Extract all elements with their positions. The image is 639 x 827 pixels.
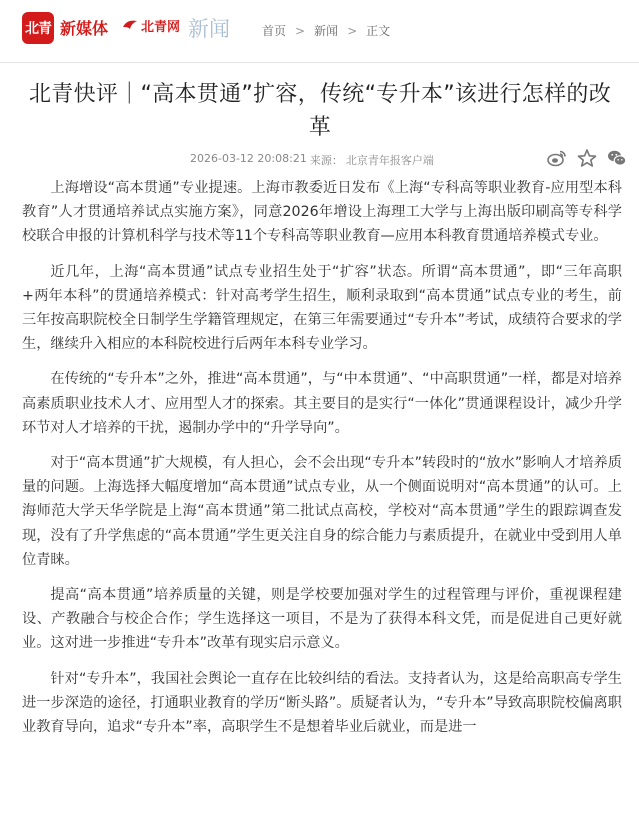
wechat-icon[interactable]: [607, 149, 627, 167]
source-name: 北京青年报客户端: [345, 154, 434, 167]
bq-logo-icon[interactable]: 北青: [22, 12, 54, 44]
ynet-logo[interactable]: [122, 16, 180, 35]
breadcrumb-current: 正文: [366, 24, 391, 38]
paragraph: 上海增设“高本贯通”专业提速。上海市教委近日发布《上海“专科高等职业教育-应用型本科教育”人才贯通培养试点实施方案》，同意2026年增设上海理工大学与上海出版印刷高等专科学校联合申报的计算机科学与技术等11个专科高等职业教育—应用本科教育贯通培养模式专业。: [22, 180, 622, 245]
paragraph: 针对“专升本”，我国社会舆论一直存在比较纠结的看法。支持者认为，这是给高职高专学生进一步深造的途径，打通职业教育的学历“断头路”。质疑者认为，“专升本”导致高职院校偏离职业教育导向，追求“专升本”率，高职学生不是想着毕业后就业，而是进一: [22, 670, 622, 736]
paragraph: 提高“高本贯通”培养质量的关键，则是学校要加强对学生的过程管理与评价，重视课程建设、产教融合与校企合作；学生选择这一项目，不是为了获得本科文凭，而是促进自己更好就业。这对进一步推进“专升本”改革有现实启示意义。: [22, 587, 622, 652]
share-bar: [547, 149, 627, 167]
paragraph: 对于“高本贯通”扩大规模，有人担心，会不会出现“专升本”转段时的“放水”影响人才培养质量的问题。上海选择大幅度增加“高本贯通”试点专业，从一个侧面说明对“高本贯通”的认可。上海师范大学天华学院是上海“高本贯通”第二批试点高校，学校对“高本贯通”学生的跟踪调查发现，没有了升学焦虑的“高本贯通”学生更关注自身的综合能力与素质提升，在就业中受到用人单位青睐。: [22, 455, 622, 568]
star-icon[interactable]: [577, 149, 597, 167]
article-body: [22, 176, 622, 750]
breadcrumb-separator: >: [295, 23, 306, 38]
site-header: [0, 0, 639, 63]
article-meta: [190, 152, 434, 168]
breadcrumb-news[interactable]: 新闻: [314, 24, 339, 38]
paragraph: 近几年，上海“高本贯通”试点专业招生处于“扩容”状态。所谓“高本贯通”，即“三年高职+两年本科”的贯通培养模式：针对高考学生招生，顺利录取到“高本贯通”试点专业的考生，前三年按高职院校全日制学生学籍管理规定，在第三年需要通过“专升本”考试，成绩符合要求的学生，继续升入相应的本科院校进行后两年本科专业学习。: [22, 263, 622, 353]
publish-date: 2026-03-12 20:08:21: [190, 152, 307, 165]
breadcrumb-separator: >: [347, 23, 358, 38]
ynet-logo-text: 北青网: [141, 20, 181, 35]
breadcrumb: [262, 22, 390, 39]
breadcrumb-home[interactable]: 首页: [262, 24, 287, 38]
new-media-logo-text[interactable]: 新媒体: [60, 19, 109, 38]
ynet-bird-icon: [122, 19, 138, 33]
paragraph: 在传统的“专升本”之外，推进“高本贯通”，与“中本贯通”、“中高职贯通”一样，都是对培养高素质职业技术人才、应用型人才的探索。其主要目的是实行“一体化”贯通课程设计，减少升学环节对人才培养的干扰，遏制办学中的“升学导向”。: [22, 371, 622, 436]
section-title[interactable]: 新闻: [188, 17, 230, 41]
source-label: 来源：: [309, 154, 343, 167]
article-title: 北青快评｜“高本贯通”扩容，传统“专升本”该进行怎样的改革: [29, 82, 611, 140]
weibo-icon[interactable]: [547, 149, 567, 167]
